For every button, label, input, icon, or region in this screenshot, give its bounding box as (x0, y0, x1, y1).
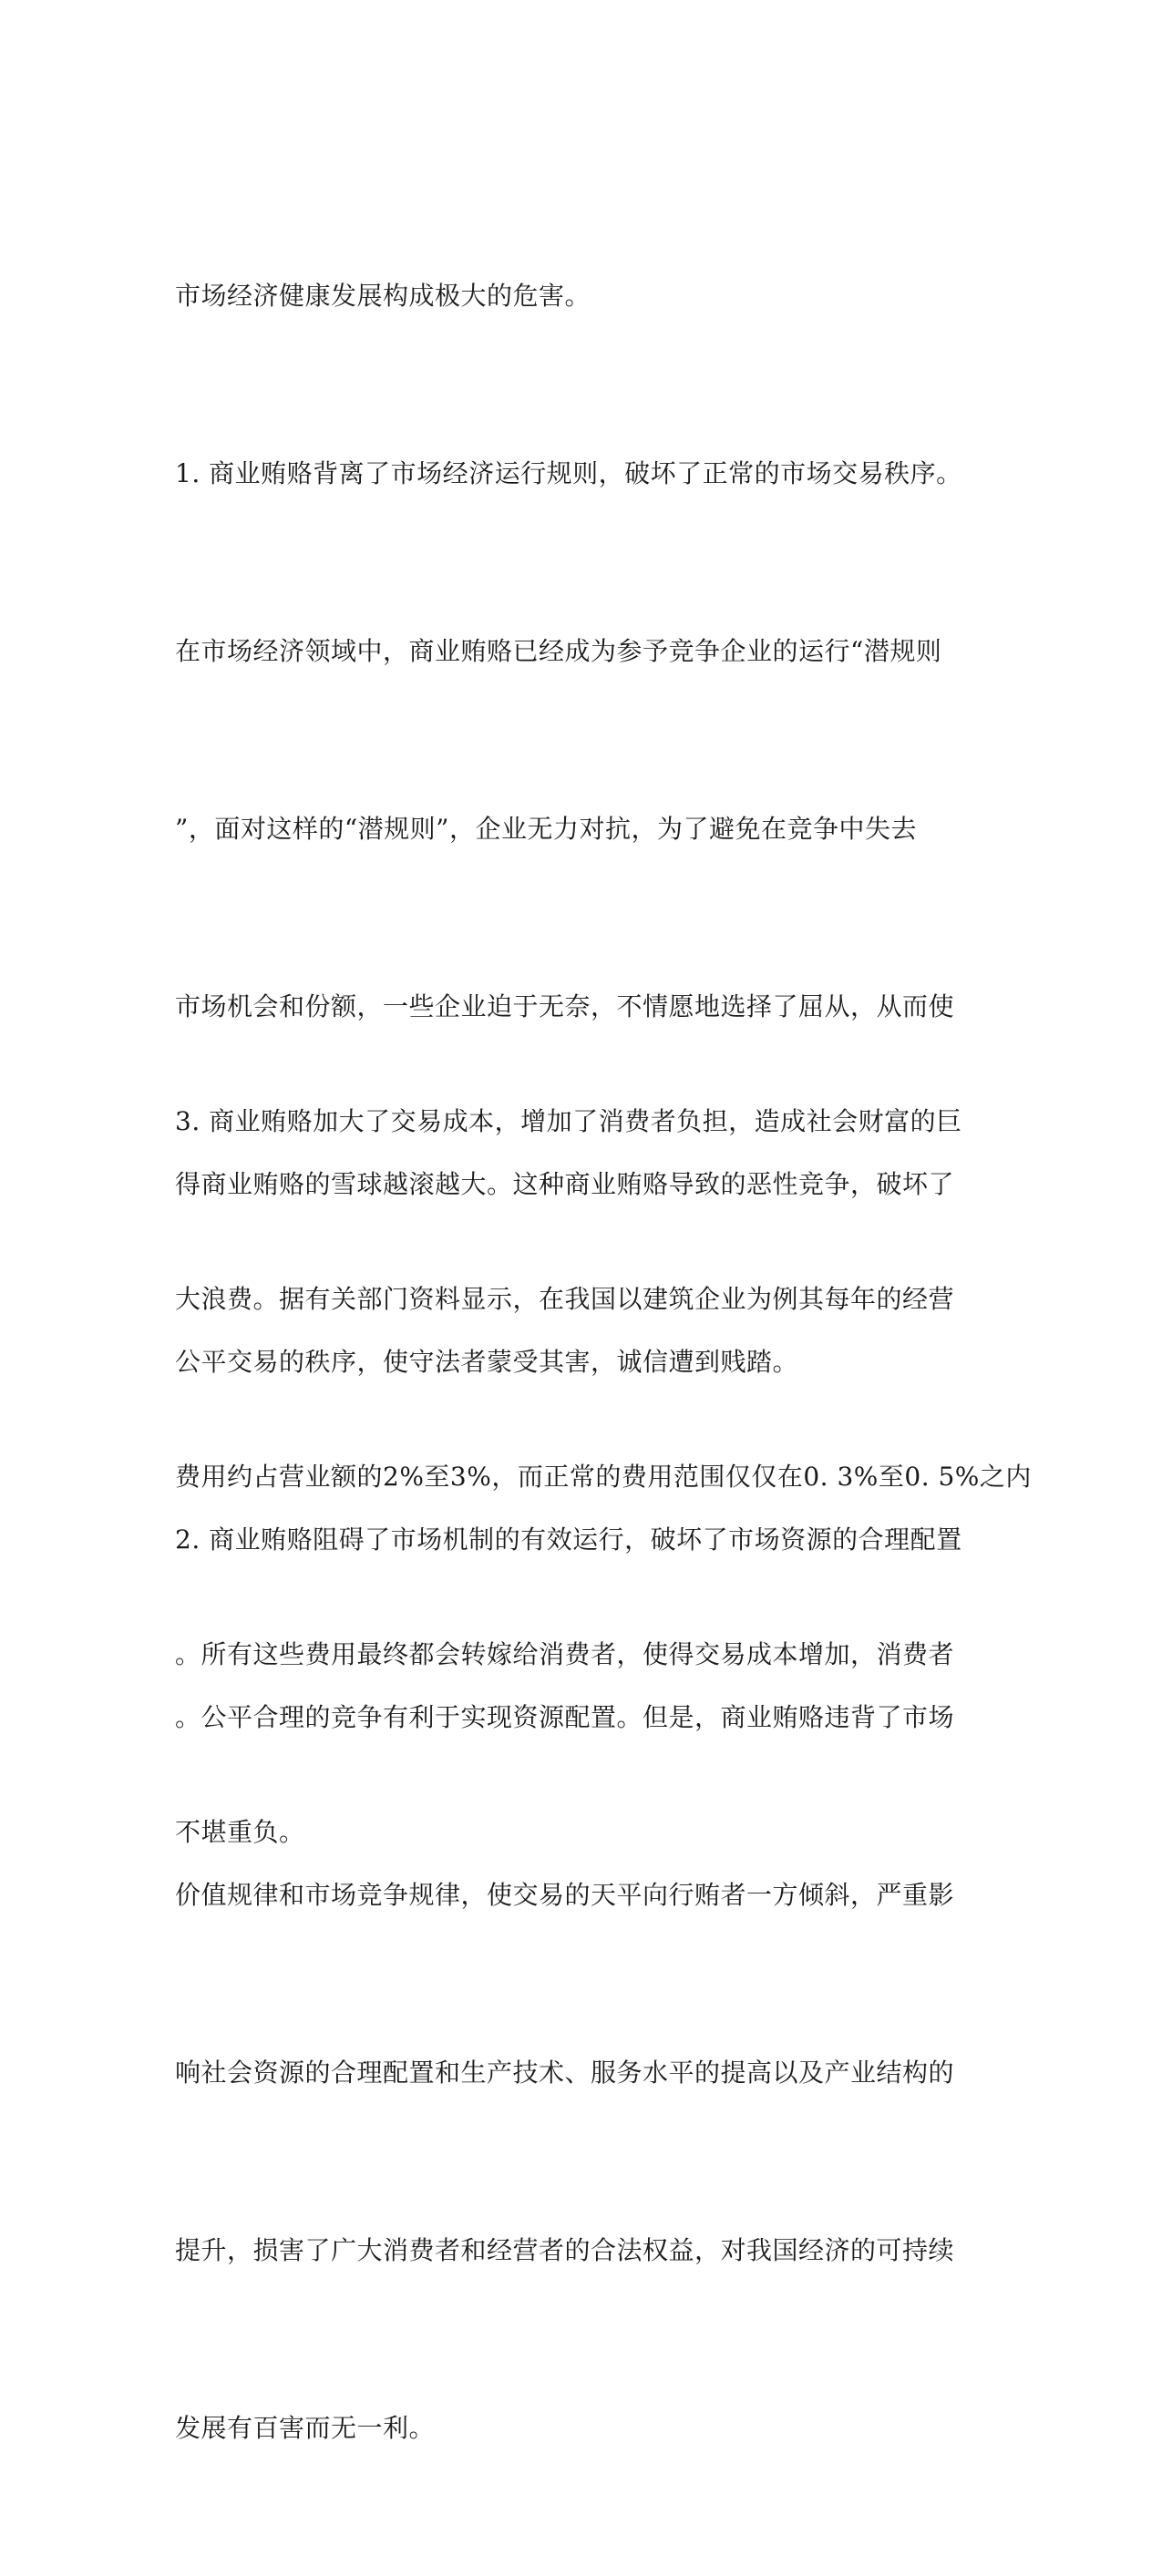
text-line: 提升，损害了广大消费者和经营者的合法权益，对我国经济的可持续 (175, 2235, 955, 2265)
text-line: 响社会资源的合理配置和生产技术、服务水平的提高以及产业结构的 (175, 2058, 955, 2088)
text-line: 3. 商业贿赂加大了交易成本，增加了消费者负担，造成社会财富的巨 (175, 1106, 962, 1136)
text-line: 大浪费。据有关部门资料显示，在我国以建筑企业为例其每年的经营 (175, 1284, 955, 1314)
text-line: 公平交易的秩序，使守法者蒙受其害，诚信遭到贱踏。 (175, 1347, 799, 1377)
text-line: ”，面对这样的“潜规则”，企业无力对抗，为了避免在竞争中失去 (175, 814, 917, 844)
text-line: 费用约占营业额的2%至3%，而正常的费用范围仅仅在0. 3%至0. 5%之内 (175, 1462, 1032, 1492)
text-line: 2. 商业贿赂阻碍了市场机制的有效运行，破坏了市场资源的合理配置 (175, 1524, 962, 1555)
text-line: 价值规律和市场竞争规律，使交易的天平向行贿者一方倾斜，严重影 (175, 1880, 955, 1910)
text-line: 不堪重负。 (175, 1817, 305, 1847)
text-line: 市场机会和份额，一些企业迫于无奈，不情愿地选择了屈从，从而使 (175, 991, 955, 1021)
text-line: 得商业贿赂的雪球越滚越大。这种商业贿赂导致的恶性竞争，破坏了 (175, 1169, 955, 1199)
text-line: 1. 商业贿赂背离了市场经济运行规则，破坏了正常的市场交易秩序。 (175, 458, 962, 488)
text-line: 市场经济健康发展构成极大的危害。 (175, 281, 591, 311)
text-line: 发展有百害而无一利。 (175, 2413, 436, 2443)
text-line: 。所有这些费用最终都会转嫁给消费者，使得交易成本增加，消费者 (175, 1639, 955, 1669)
text-line: 。公平合理的竞争有利于实现资源配置。但是，商业贿赂违背了市场 (175, 1702, 955, 1732)
text-line: 在市场经济领域中，商业贿赂已经成为参予竞争企业的运行“潜规则 (175, 636, 942, 666)
text-block-2 (175, 973, 1032, 1980)
